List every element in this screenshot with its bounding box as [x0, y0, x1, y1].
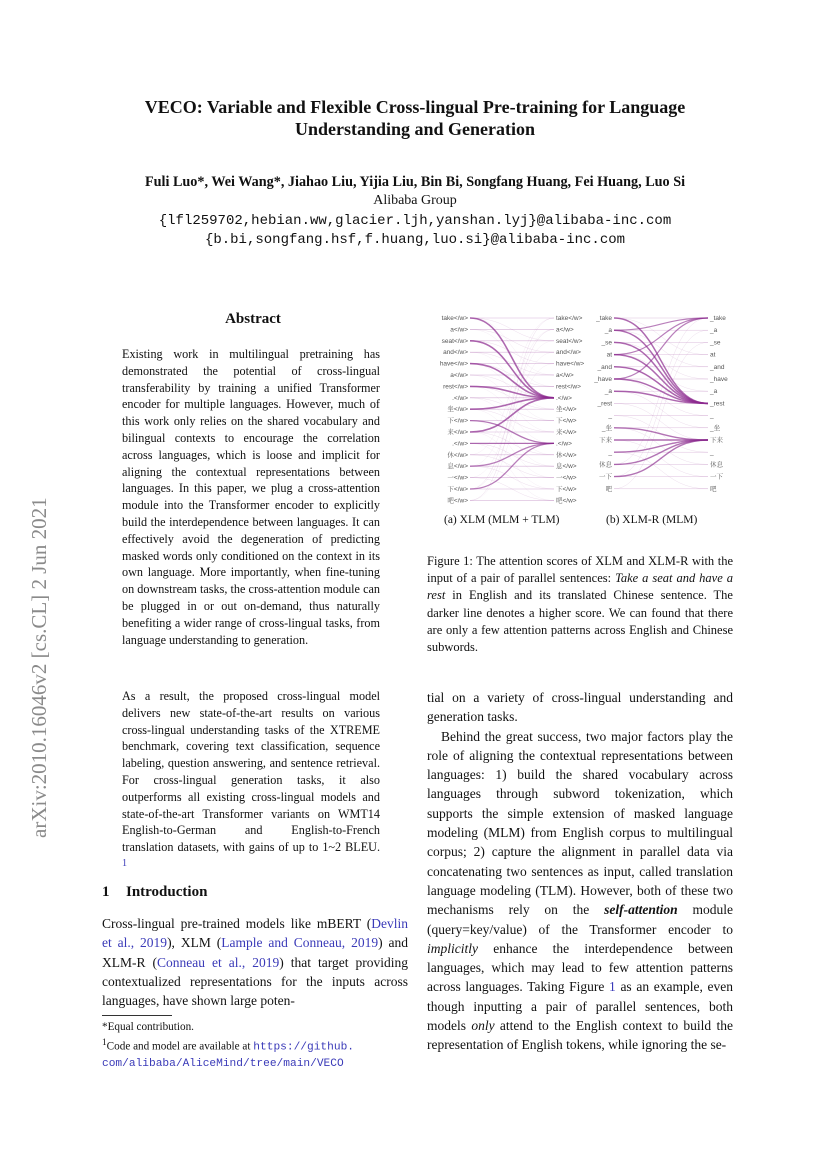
- token-label-left: 吧</w>: [447, 497, 468, 505]
- token-label-right: a</w>: [556, 326, 574, 334]
- figure-1a-caption: (a) XLM (MLM + TLM): [444, 514, 560, 526]
- paper-title: VECO: Variable and Flexible Cross-lingual Pre-training for Language Understanding and Generation: [144, 97, 686, 139]
- abstract-heading: Abstract: [225, 311, 281, 327]
- intro-right-column: [427, 688, 733, 1055]
- attention-figure: [426, 311, 736, 511]
- attention-link-strong: [614, 428, 708, 440]
- footnote-equal-contribution: *Equal contribution.: [102, 1021, 194, 1033]
- token-label-right: _se: [710, 339, 721, 347]
- token-label-right: _have: [710, 376, 728, 383]
- token-label-left: .</w>: [452, 394, 468, 402]
- intro-right-paragraph-1: tial on a variety of cross-lingual understanding and generation tasks.: [427, 690, 733, 725]
- token-label-right: _rest: [710, 400, 725, 408]
- arxiv-watermark-text: arXiv:2010.16046v2 [cs.CL] 2 Jun 2021: [27, 497, 51, 838]
- token-label-right: _: [710, 412, 714, 420]
- token-label-right: 一</w>: [556, 474, 577, 482]
- attention-link: [470, 432, 554, 489]
- abstract-paragraph-2: As a result, the proposed cross-lingual model delivers new state-of-the-art results on various cross-lingual understanding tasks of the XTREME benchmark, covering text classification, sequence labeling, question answering, and sentence retrieval. For cross-lingual generation tasks, it also outperforms all existing cross-lingual models and state-of-the-art Transformer variants on WMT14 English-to-German and English-to-French translation datasets, with gains of up to 1~2 BLEU. $^1$: [122, 689, 380, 869]
- section-heading-introduction: 1 Introduction: [102, 884, 208, 900]
- token-label-left: a</w>: [450, 372, 468, 379]
- token-label-right: take</w>: [556, 315, 583, 322]
- intro-left-paragraph: Cross-lingual pre-trained models like mBERT (Devlin et al., 2019), XLM (Lample and Conneau, 2019) and XLM-R (Conneau et al., 2019) that target providing contextualized representations for the inputs across languages, have shown large poten-: [102, 916, 408, 1009]
- token-label-right: 休</w>: [556, 451, 577, 459]
- token-label-left: rest</w>: [443, 383, 468, 391]
- attention-link: [470, 318, 554, 375]
- token-label-right: 坐</w>: [556, 406, 577, 414]
- token-label-left: _and: [597, 363, 612, 371]
- attention-link-strong: [470, 341, 554, 398]
- token-label-left: and</w>: [443, 349, 468, 357]
- citation-link[interactable]: Lample and Conneau, 2019: [221, 935, 379, 951]
- token-label-left: _: [608, 449, 612, 457]
- token-label-right: 来</w>: [556, 429, 577, 436]
- token-label-left: have</w>: [439, 360, 468, 368]
- token-label-left: _a: [604, 388, 612, 396]
- token-label-right: .</w>: [556, 394, 572, 402]
- token-label-right: and</w>: [556, 349, 581, 357]
- token-label-right: 息</w>: [556, 463, 577, 471]
- token-label-right: have</w>: [556, 360, 585, 368]
- figure-1b-caption: (b) XLM-R (MLM): [606, 514, 698, 526]
- token-label-left: _take: [596, 315, 612, 322]
- token-label-right: _: [710, 449, 714, 457]
- token-label-left: 吧: [605, 485, 612, 493]
- attention-link: [470, 421, 554, 478]
- token-label-left: 下</w>: [447, 417, 468, 425]
- figure-ref-link[interactable]: 1: [609, 979, 616, 995]
- token-label-left: _have: [594, 376, 612, 383]
- token-label-right: _a: [710, 327, 718, 335]
- token-label-right: 休息: [710, 461, 723, 469]
- token-label-left: _rest: [597, 400, 612, 408]
- attention-link-strong: [614, 342, 708, 403]
- token-label-right: at: [710, 351, 716, 359]
- token-label-right: _and: [710, 363, 725, 371]
- author-list: Fuli Luo*, Wei Wang*, Jiahao Liu, Yijia Liu, Bin Bi, Songfang Huang, Fei Huang, Luo Si: [144, 174, 686, 190]
- token-label-left: 坐</w>: [447, 406, 468, 414]
- token-label-right: rest</w>: [556, 383, 581, 391]
- abstract-paragraph-1: Existing work in multilingual pretraining has demonstrated the potential of cross-lingual transferability by training a unified Transformer encoder for multiple languages. However, much of this work only relies on the shared vocabulary and bilingual contexts to encourage the correlation across languages, which is loose and implicit for aligning the contextual representations between languages. In this paper, we plug a cross-attention module into the Transformer encoder to explicitly build the interdependence between languages. It can effectively avoid the degeneration of predicting masked words only conditioned on the context in its own language. More importantly, when fine-tuning on downstream tasks, the cross-attention module can be plugged in or out on-demand, thus naturally benefiting a wider range of cross-lingual tasks, from language understanding to generation.: [122, 347, 380, 647]
- token-label-left: _: [608, 412, 612, 420]
- token-label-left: 下来: [599, 437, 612, 444]
- attention-link-strong: [470, 318, 554, 398]
- token-label-left: 息</w>: [447, 463, 468, 471]
- attention-link: [470, 443, 554, 500]
- figure-1-caption: Figure 1: The attention scores of XLM and XLM-R with the input of a pair of parallel sentences: Take a seat and have a rest in English and its translated Chinese sentence. The darker line denotes a higher score. We can found that there are only a few attention patterns across English and Chinese subwords.: [427, 554, 733, 655]
- token-label-left: _坐: [601, 424, 612, 432]
- code-link-cont[interactable]: com/alibaba/AliceMind/tree/main/VECO: [102, 1057, 344, 1070]
- token-label-left: 一下: [599, 473, 612, 481]
- intro-right-paragraph-2: Behind the great success, two major factors play the role of aligning the contextual representations between languages: 1) build the shared vocabulary across languages through subword tokenization, which supports the simple extension of masked language modeling (MLM) from English corpus to multilingual corpus; 2) capture the alignment in parallel data via concatenating two sentences as input, called translation language modeling (TLM). However, both of these two mechanisms rely on the self-attention module (query=key/value) of the Transformer encoder to implicitly enhance the interdependence between languages, which may lead to few attention patterns across languages. Taking Figure 1 as an example, even though inputting a pair of parallel sentences, both models only attend to the English context to build the representation of English tokens, while ignoring the se-: [427, 728, 734, 1053]
- attention-link-strong: [614, 318, 708, 379]
- token-label-left: _se: [601, 339, 612, 347]
- token-label-right: _a: [710, 388, 718, 396]
- arxiv-watermark: [2, 380, 62, 840]
- figure-1: [426, 311, 736, 511]
- token-label-right: 下来: [710, 437, 723, 444]
- token-label-right: _take: [710, 315, 726, 322]
- token-label-right: 吧: [710, 485, 717, 493]
- code-link[interactable]: https://github.: [253, 1041, 355, 1054]
- token-label-left: _a: [604, 327, 612, 335]
- token-label-left: seat</w>: [441, 337, 468, 345]
- email-line-2: {b.bi,songfang.hsf,f.huang,luo.si}@alibaba-inc.com: [204, 232, 626, 248]
- footnote-code: $^1$Code and model are available at https://github. com/alibaba/AliceMind/tree/main/VECO: [102, 1038, 355, 1070]
- token-label-right: 一下: [710, 473, 723, 481]
- token-label-right: _坐: [710, 424, 721, 432]
- attention-link: [470, 398, 554, 455]
- token-label-left: .</w>: [452, 440, 468, 448]
- token-label-right: 下</w>: [556, 417, 577, 425]
- token-label-left: 休</w>: [447, 451, 468, 459]
- token-label-right: .</w>: [556, 440, 572, 448]
- token-label-right: 吧</w>: [556, 497, 577, 505]
- token-label-left: 休息: [599, 461, 612, 469]
- citation-link[interactable]: Conneau et al., 2019: [157, 954, 280, 970]
- token-label-right: seat</w>: [556, 337, 583, 345]
- token-label-right: 下</w>: [556, 486, 577, 493]
- email-line-1: {lfl259702,hebian.ww,glacier.ljh,yanshan.lyj}@alibaba-inc.com: [158, 213, 672, 229]
- token-label-left: 一</w>: [447, 474, 468, 482]
- attention-link: [470, 409, 554, 466]
- affiliation: Alibaba Group: [373, 193, 457, 208]
- citation-link[interactable]: Devlin et al., 2019: [102, 916, 408, 951]
- footnote-ref[interactable]: 1: [122, 857, 128, 869]
- token-label-left: 下</w>: [447, 486, 468, 493]
- footnote-rule: [102, 1015, 172, 1016]
- token-label-left: take</w>: [441, 315, 468, 322]
- token-label-left: a</w>: [450, 326, 468, 334]
- token-label-right: a</w>: [556, 372, 574, 379]
- token-label-left: 来</w>: [447, 429, 468, 436]
- token-label-left: at: [606, 351, 612, 359]
